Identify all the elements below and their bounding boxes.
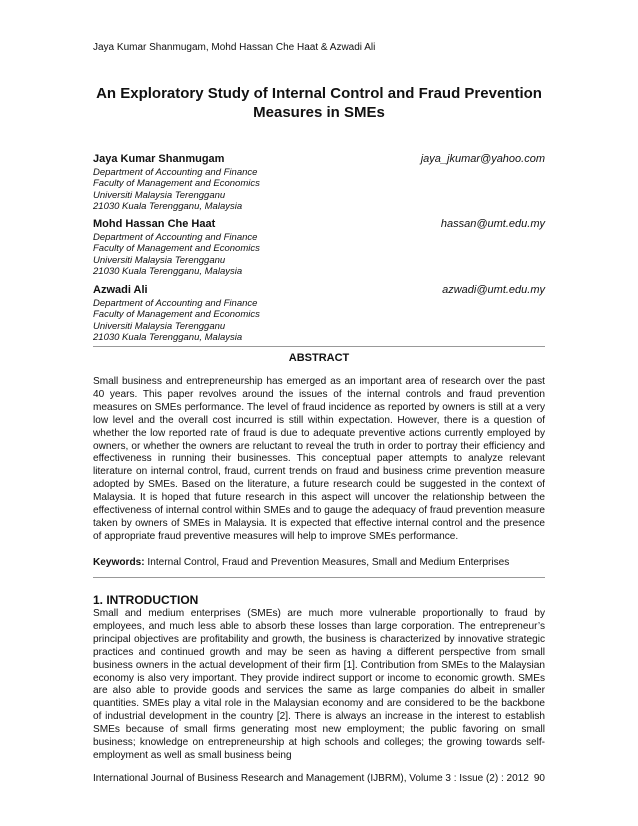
keywords-text: Internal Control, Fraud and Prevention Measures, Small and Medium Enterprises xyxy=(144,557,510,568)
author-name: Azwadi Ali xyxy=(93,284,148,296)
author-email[interactable]: azwadi@umt.edu.my xyxy=(442,284,545,296)
keywords-label: Keywords: xyxy=(93,557,145,568)
abstract-heading: ABSTRACT xyxy=(288,352,350,364)
page-footer xyxy=(93,773,545,784)
affiliation-line: Department of Accounting and Finance xyxy=(93,298,258,309)
footer-journal: International Journal of Business Research and Management (IJBRM), Volume 3 : Issue (2) : 2012 xyxy=(93,773,529,784)
affiliation-line: 21030 Kuala Terengganu, Malaysia xyxy=(93,331,243,343)
page-number: 90 xyxy=(533,773,545,784)
affiliation-line: Universiti Malaysia Terengganu xyxy=(93,254,226,266)
keywords xyxy=(93,557,545,568)
author-name: Mohd Hassan Che Haat xyxy=(93,218,216,230)
affiliation-line: Faculty of Management and Economics xyxy=(93,309,260,321)
abstract-text: Small business and entrepreneurship has emerged as an important area of research over the past 40 years. This paper revolves around the issues of the internal controls and fraud prevention measures on SMEs performance. The level of fraud incidence as reported by owners is still at a very low level and the overall cost incurred is still within expectation. However, there is a question of whether the low reported rate of fraud is due to adequate preventive actions currently employed by owners, or whether the owners are reluctant to reveal the truth in order to portray their efficiency and effectiveness in running their businesses. This conceptual paper attempts to analyze relevant literature on internal control, fraud, current trends on fraud and business crime prevention measure adopted by SMEs. Based on the literature, a future research could be suggested in the context of Malaysia. It is hoped that future research in this aspect will uncover the relationship between the effectiveness of internal control within SMEs and to gauge the adequacy of fraud prevention measure taken by owners of SMEs in Malaysia. It is expected that effective internal control and the presence of appropriate fraud preventive measures will help to improve SMEs performance. xyxy=(93,376,545,542)
running-head: Jaya Kumar Shanmugam, Mohd Hassan Che Haat & Azwadi Ali xyxy=(93,42,376,53)
author-email[interactable]: jaya_jkumar@yahoo.com xyxy=(420,153,545,165)
author-block xyxy=(93,153,545,212)
author-name: Jaya Kumar Shanmugam xyxy=(93,153,225,165)
introduction-text: Small and medium enterprises (SMEs) are much more vulnerable proportionally to fraud by employees, and much less able to absorb these losses than large corporation. The entrepreneur’s principal objectives are profitability and growth, the business is characterized by innovative strategic practices and continued growth and may be seen as having a different perspective from small business owners in the actual development of their firm [1]. Contribution from SMEs to the Malaysian economy is also very important. They provide indirect support or income to economic growth. SMEs are also able to provide goods and services the same as large companies do albeit in smaller quantities. SMEs play a vital role in the Malaysian economy and are considered to be the backbone of industrial development in the country [2]. There is always an increase in the interest to establish SMEs because of small firms generating most new employment; the public favoring on small business; knowledge on entrepreneurship at high schools and colleges; the growing towards self-employment as well as small business being xyxy=(93,608,545,761)
affiliation-line: Department of Accounting and Finance xyxy=(93,167,258,178)
affiliation-line: Faculty of Management and Economics xyxy=(93,243,260,255)
author-block xyxy=(93,218,545,277)
affiliation-line: 21030 Kuala Terengganu, Malaysia xyxy=(93,265,243,277)
divider xyxy=(93,346,545,347)
affiliation-line: Universiti Malaysia Terengganu xyxy=(93,320,226,332)
affiliation-line: 21030 Kuala Terengganu, Malaysia xyxy=(93,200,243,212)
section-title: 1. INTRODUCTION xyxy=(93,593,199,607)
affiliation-line: Department of Accounting and Finance xyxy=(93,232,258,243)
author-block xyxy=(93,284,545,343)
affiliation-line: Faculty of Management and Economics xyxy=(93,178,260,190)
divider xyxy=(93,577,545,578)
affiliation-line: Universiti Malaysia Terengganu xyxy=(93,189,226,201)
author-email[interactable]: hassan@umt.edu.my xyxy=(440,218,545,230)
paper-title: An Exploratory Study of Internal Control and Fraud Prevention Measures in SMEs xyxy=(96,85,542,121)
